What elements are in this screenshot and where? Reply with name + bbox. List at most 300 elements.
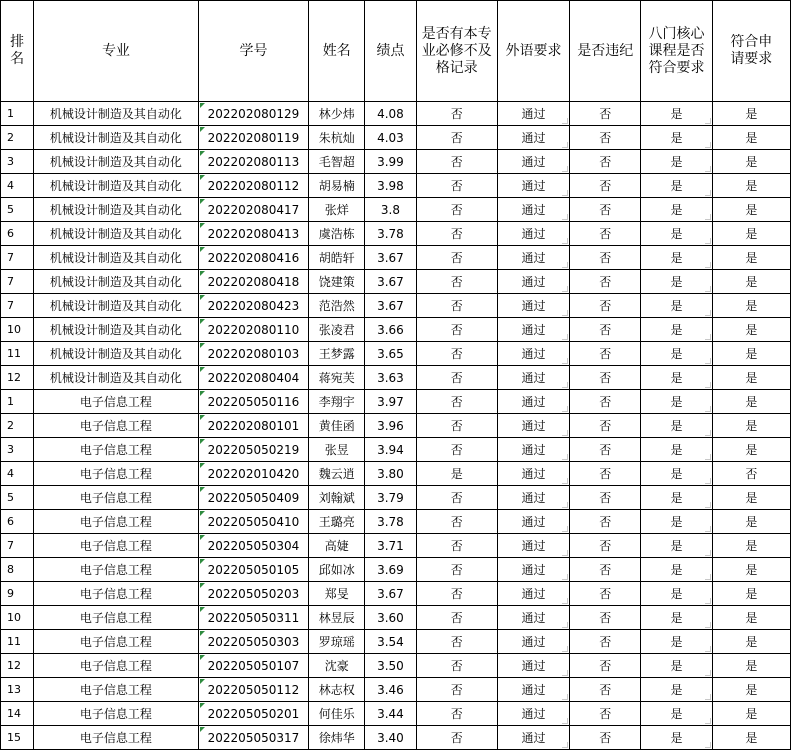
cell-eligible: 是 [712,510,790,534]
cell-eligible: 是 [712,606,790,630]
cell-name: 高婕 [309,534,365,558]
cell-rank: 3 [1,150,34,174]
cell-rank: 4 [1,462,34,486]
cell-name: 魏云逍 [309,462,365,486]
cell-rank: 7 [1,534,34,558]
cell-failed-record: 否 [416,342,497,366]
table-row [1,534,791,558]
cell-major: 机械设计制造及其自动化 [34,246,199,270]
cell-gpa: 3.67 [365,582,416,606]
cell-core-courses: 是 [641,702,712,726]
cell-name: 郑旻 [309,582,365,606]
cell-rank: 7 [1,294,34,318]
cell-major: 电子信息工程 [34,438,199,462]
cell-rank: 1 [1,390,34,414]
header-failed-record: 是否有本专业必修不及格记录 [416,1,497,102]
cell-language: 通过 [497,486,569,510]
cell-rank: 5 [1,198,34,222]
cell-name: 徐炜华 [309,726,365,750]
cell-major: 机械设计制造及其自动化 [34,174,199,198]
cell-gpa: 3.78 [365,510,416,534]
cell-gpa: 3.40 [365,726,416,750]
cell-violation: 否 [570,678,641,702]
cell-student-id: 202202080110 [198,318,308,342]
cell-language: 通过 [497,654,569,678]
cell-name: 范浩然 [309,294,365,318]
cell-core-courses: 是 [641,630,712,654]
table-row [1,342,791,366]
cell-core-courses: 是 [641,222,712,246]
cell-student-id: 202202080416 [198,246,308,270]
cell-rank: 14 [1,702,34,726]
cell-violation: 否 [570,198,641,222]
cell-core-courses: 是 [641,582,712,606]
cell-language: 通过 [497,510,569,534]
cell-name: 刘翰斌 [309,486,365,510]
cell-core-courses: 是 [641,534,712,558]
cell-failed-record: 否 [416,390,497,414]
table-row [1,510,791,534]
cell-student-id: 202205050311 [198,606,308,630]
cell-student-id: 202202080404 [198,366,308,390]
cell-name: 蒋宛芙 [309,366,365,390]
cell-rank: 3 [1,438,34,462]
cell-student-id: 202205050116 [198,390,308,414]
cell-language: 通过 [497,678,569,702]
table-row [1,438,791,462]
cell-major: 机械设计制造及其自动化 [34,270,199,294]
cell-violation: 否 [570,246,641,270]
cell-failed-record: 否 [416,174,497,198]
cell-language: 通过 [497,414,569,438]
cell-language: 通过 [497,558,569,582]
cell-failed-record: 否 [416,246,497,270]
cell-eligible: 是 [712,342,790,366]
cell-major: 机械设计制造及其自动化 [34,126,199,150]
cell-major: 机械设计制造及其自动化 [34,366,199,390]
table-row [1,582,791,606]
cell-violation: 否 [570,558,641,582]
cell-rank: 4 [1,174,34,198]
cell-rank: 10 [1,606,34,630]
cell-violation: 否 [570,582,641,606]
cell-failed-record: 否 [416,222,497,246]
cell-violation: 否 [570,174,641,198]
cell-core-courses: 是 [641,486,712,510]
cell-name: 胡易楠 [309,174,365,198]
cell-language: 通过 [497,198,569,222]
cell-core-courses: 是 [641,726,712,750]
cell-failed-record: 否 [416,702,497,726]
cell-student-id: 202202010420 [198,462,308,486]
cell-gpa: 3.79 [365,486,416,510]
cell-failed-record: 是 [416,462,497,486]
cell-eligible: 是 [712,702,790,726]
cell-student-id: 202202080423 [198,294,308,318]
cell-name: 李翔宇 [309,390,365,414]
cell-gpa: 3.96 [365,414,416,438]
cell-gpa: 3.44 [365,702,416,726]
cell-eligible: 是 [712,270,790,294]
cell-violation: 否 [570,414,641,438]
cell-eligible: 是 [712,150,790,174]
cell-language: 通过 [497,294,569,318]
cell-student-id: 202202080417 [198,198,308,222]
table-row [1,558,791,582]
cell-eligible: 是 [712,534,790,558]
cell-rank: 1 [1,102,34,126]
cell-gpa: 3.71 [365,534,416,558]
table-row [1,414,791,438]
cell-language: 通过 [497,462,569,486]
cell-student-id: 202205050105 [198,558,308,582]
table-row [1,150,791,174]
cell-rank: 7 [1,270,34,294]
cell-core-courses: 是 [641,342,712,366]
cell-violation: 否 [570,486,641,510]
cell-name: 林昱辰 [309,606,365,630]
table-row [1,294,791,318]
cell-rank: 11 [1,630,34,654]
table-row [1,198,791,222]
cell-eligible: 是 [712,486,790,510]
header-core-courses: 八门核心课程是否符合要求 [641,1,712,102]
cell-core-courses: 是 [641,558,712,582]
cell-name: 沈豪 [309,654,365,678]
cell-language: 通过 [497,126,569,150]
cell-core-courses: 是 [641,462,712,486]
header-student-id: 学号 [198,1,308,102]
cell-language: 通过 [497,534,569,558]
cell-failed-record: 否 [416,318,497,342]
cell-gpa: 3.54 [365,630,416,654]
cell-violation: 否 [570,318,641,342]
cell-eligible: 是 [712,582,790,606]
table-row [1,726,791,750]
cell-language: 通过 [497,174,569,198]
cell-name: 王梦露 [309,342,365,366]
cell-major: 电子信息工程 [34,702,199,726]
cell-eligible: 是 [712,366,790,390]
cell-student-id: 202205050410 [198,510,308,534]
header-violation: 是否违纪 [570,1,641,102]
cell-eligible: 否 [712,462,790,486]
cell-violation: 否 [570,438,641,462]
cell-major: 电子信息工程 [34,390,199,414]
cell-eligible: 是 [712,438,790,462]
header-gpa: 绩点 [365,1,416,102]
cell-eligible: 是 [712,102,790,126]
cell-language: 通过 [497,582,569,606]
cell-gpa: 3.46 [365,678,416,702]
cell-gpa: 3.67 [365,270,416,294]
cell-major: 电子信息工程 [34,558,199,582]
cell-major: 电子信息工程 [34,486,199,510]
table-row [1,486,791,510]
cell-major: 电子信息工程 [34,678,199,702]
cell-name: 林少炜 [309,102,365,126]
cell-rank: 5 [1,486,34,510]
cell-language: 通过 [497,606,569,630]
cell-violation: 否 [570,630,641,654]
cell-student-id: 202202080413 [198,222,308,246]
cell-name: 张凌君 [309,318,365,342]
cell-language: 通过 [497,342,569,366]
cell-name: 胡皓轩 [309,246,365,270]
cell-gpa: 4.03 [365,126,416,150]
cell-rank: 7 [1,246,34,270]
cell-language: 通过 [497,222,569,246]
cell-language: 通过 [497,270,569,294]
cell-eligible: 是 [712,678,790,702]
cell-core-courses: 是 [641,678,712,702]
cell-violation: 否 [570,342,641,366]
cell-failed-record: 否 [416,414,497,438]
cell-failed-record: 否 [416,678,497,702]
cell-gpa: 3.66 [365,318,416,342]
table-row [1,678,791,702]
cell-violation: 否 [570,150,641,174]
cell-rank: 15 [1,726,34,750]
cell-gpa: 3.80 [365,462,416,486]
cell-core-courses: 是 [641,198,712,222]
cell-name: 张烊 [309,198,365,222]
cell-failed-record: 否 [416,654,497,678]
cell-failed-record: 否 [416,294,497,318]
cell-core-courses: 是 [641,390,712,414]
cell-gpa: 3.63 [365,366,416,390]
cell-eligible: 是 [712,630,790,654]
cell-gpa: 3.8 [365,198,416,222]
cell-name: 邱如冰 [309,558,365,582]
cell-name: 虞浩栋 [309,222,365,246]
table-row [1,654,791,678]
cell-student-id: 202205050112 [198,678,308,702]
cell-violation: 否 [570,726,641,750]
cell-language: 通过 [497,390,569,414]
cell-student-id: 202202080113 [198,150,308,174]
cell-language: 通过 [497,366,569,390]
cell-failed-record: 否 [416,270,497,294]
cell-core-courses: 是 [641,414,712,438]
cell-failed-record: 否 [416,366,497,390]
cell-gpa: 3.60 [365,606,416,630]
cell-gpa: 4.08 [365,102,416,126]
cell-gpa: 3.94 [365,438,416,462]
cell-failed-record: 否 [416,486,497,510]
table-row [1,702,791,726]
cell-failed-record: 否 [416,102,497,126]
header-language: 外语要求 [497,1,569,102]
cell-failed-record: 否 [416,510,497,534]
table-row [1,630,791,654]
cell-failed-record: 否 [416,582,497,606]
table-row [1,222,791,246]
cell-violation: 否 [570,366,641,390]
cell-eligible: 是 [712,726,790,750]
cell-failed-record: 否 [416,630,497,654]
cell-rank: 10 [1,318,34,342]
cell-failed-record: 否 [416,126,497,150]
cell-failed-record: 否 [416,558,497,582]
cell-rank: 12 [1,654,34,678]
cell-eligible: 是 [712,198,790,222]
cell-student-id: 202202080112 [198,174,308,198]
cell-eligible: 是 [712,174,790,198]
cell-major: 机械设计制造及其自动化 [34,222,199,246]
cell-core-courses: 是 [641,150,712,174]
cell-eligible: 是 [712,318,790,342]
cell-violation: 否 [570,390,641,414]
cell-rank: 12 [1,366,34,390]
cell-eligible: 是 [712,126,790,150]
cell-core-courses: 是 [641,126,712,150]
cell-student-id: 202202080101 [198,414,308,438]
cell-rank: 13 [1,678,34,702]
cell-name: 黄佳函 [309,414,365,438]
cell-student-id: 202202080129 [198,102,308,126]
cell-major: 电子信息工程 [34,534,199,558]
cell-failed-record: 否 [416,534,497,558]
header-row [1,1,791,102]
cell-eligible: 是 [712,222,790,246]
cell-eligible: 是 [712,390,790,414]
cell-student-id: 202205050219 [198,438,308,462]
header-rank: 排名 [1,1,34,102]
cell-name: 罗琼瑶 [309,630,365,654]
cell-eligible: 是 [712,654,790,678]
cell-eligible: 是 [712,558,790,582]
cell-violation: 否 [570,534,641,558]
table-row [1,366,791,390]
cell-student-id: 202205050304 [198,534,308,558]
cell-major: 机械设计制造及其自动化 [34,102,199,126]
cell-gpa: 3.97 [365,390,416,414]
cell-rank: 11 [1,342,34,366]
cell-failed-record: 否 [416,438,497,462]
cell-gpa: 3.50 [365,654,416,678]
cell-language: 通过 [497,630,569,654]
cell-rank: 6 [1,510,34,534]
header-major: 专业 [34,1,199,102]
cell-name: 饶建策 [309,270,365,294]
cell-core-courses: 是 [641,366,712,390]
cell-major: 机械设计制造及其自动化 [34,198,199,222]
cell-eligible: 是 [712,414,790,438]
cell-violation: 否 [570,222,641,246]
table-row [1,174,791,198]
cell-major: 机械设计制造及其自动化 [34,150,199,174]
cell-rank: 2 [1,414,34,438]
cell-violation: 否 [570,270,641,294]
cell-violation: 否 [570,126,641,150]
cell-violation: 否 [570,606,641,630]
cell-major: 机械设计制造及其自动化 [34,342,199,366]
table-row [1,318,791,342]
cell-language: 通过 [497,102,569,126]
cell-violation: 否 [570,654,641,678]
cell-core-courses: 是 [641,510,712,534]
cell-major: 电子信息工程 [34,606,199,630]
cell-name: 林志权 [309,678,365,702]
cell-rank: 8 [1,558,34,582]
cell-violation: 否 [570,462,641,486]
cell-rank: 2 [1,126,34,150]
cell-core-courses: 是 [641,102,712,126]
cell-language: 通过 [497,438,569,462]
table-row [1,270,791,294]
cell-failed-record: 否 [416,606,497,630]
cell-language: 通过 [497,726,569,750]
cell-name: 王璐亮 [309,510,365,534]
header-name: 姓名 [309,1,365,102]
cell-gpa: 3.78 [365,222,416,246]
cell-core-courses: 是 [641,294,712,318]
cell-major: 电子信息工程 [34,414,199,438]
cell-violation: 否 [570,294,641,318]
table-row [1,246,791,270]
cell-violation: 否 [570,702,641,726]
cell-name: 张昱 [309,438,365,462]
cell-major: 电子信息工程 [34,630,199,654]
cell-major: 电子信息工程 [34,462,199,486]
cell-gpa: 3.99 [365,150,416,174]
cell-language: 通过 [497,318,569,342]
cell-student-id: 202205050203 [198,582,308,606]
cell-violation: 否 [570,102,641,126]
cell-language: 通过 [497,246,569,270]
table-row [1,606,791,630]
cell-major: 电子信息工程 [34,654,199,678]
cell-rank: 6 [1,222,34,246]
cell-failed-record: 否 [416,150,497,174]
cell-gpa: 3.65 [365,342,416,366]
cell-core-courses: 是 [641,270,712,294]
cell-failed-record: 否 [416,726,497,750]
cell-name: 毛智超 [309,150,365,174]
cell-core-courses: 是 [641,318,712,342]
cell-major: 机械设计制造及其自动化 [34,318,199,342]
cell-major: 机械设计制造及其自动化 [34,294,199,318]
table-row [1,462,791,486]
cell-gpa: 3.98 [365,174,416,198]
cell-failed-record: 否 [416,198,497,222]
cell-language: 通过 [497,150,569,174]
cell-core-courses: 是 [641,174,712,198]
cell-rank: 9 [1,582,34,606]
cell-student-id: 202205050409 [198,486,308,510]
cell-gpa: 3.69 [365,558,416,582]
header-eligible: 符合申请要求 [712,1,790,102]
table-body [1,102,791,750]
cell-eligible: 是 [712,294,790,318]
table-row [1,390,791,414]
cell-student-id: 202205050201 [198,702,308,726]
cell-eligible: 是 [712,246,790,270]
cell-core-courses: 是 [641,438,712,462]
cell-name: 何佳乐 [309,702,365,726]
cell-gpa: 3.67 [365,294,416,318]
cell-student-id: 202202080103 [198,342,308,366]
cell-major: 电子信息工程 [34,726,199,750]
cell-student-id: 202205050317 [198,726,308,750]
cell-student-id: 202202080418 [198,270,308,294]
table-row [1,102,791,126]
cell-major: 电子信息工程 [34,510,199,534]
cell-major: 电子信息工程 [34,582,199,606]
cell-name: 朱杭灿 [309,126,365,150]
cell-core-courses: 是 [641,246,712,270]
